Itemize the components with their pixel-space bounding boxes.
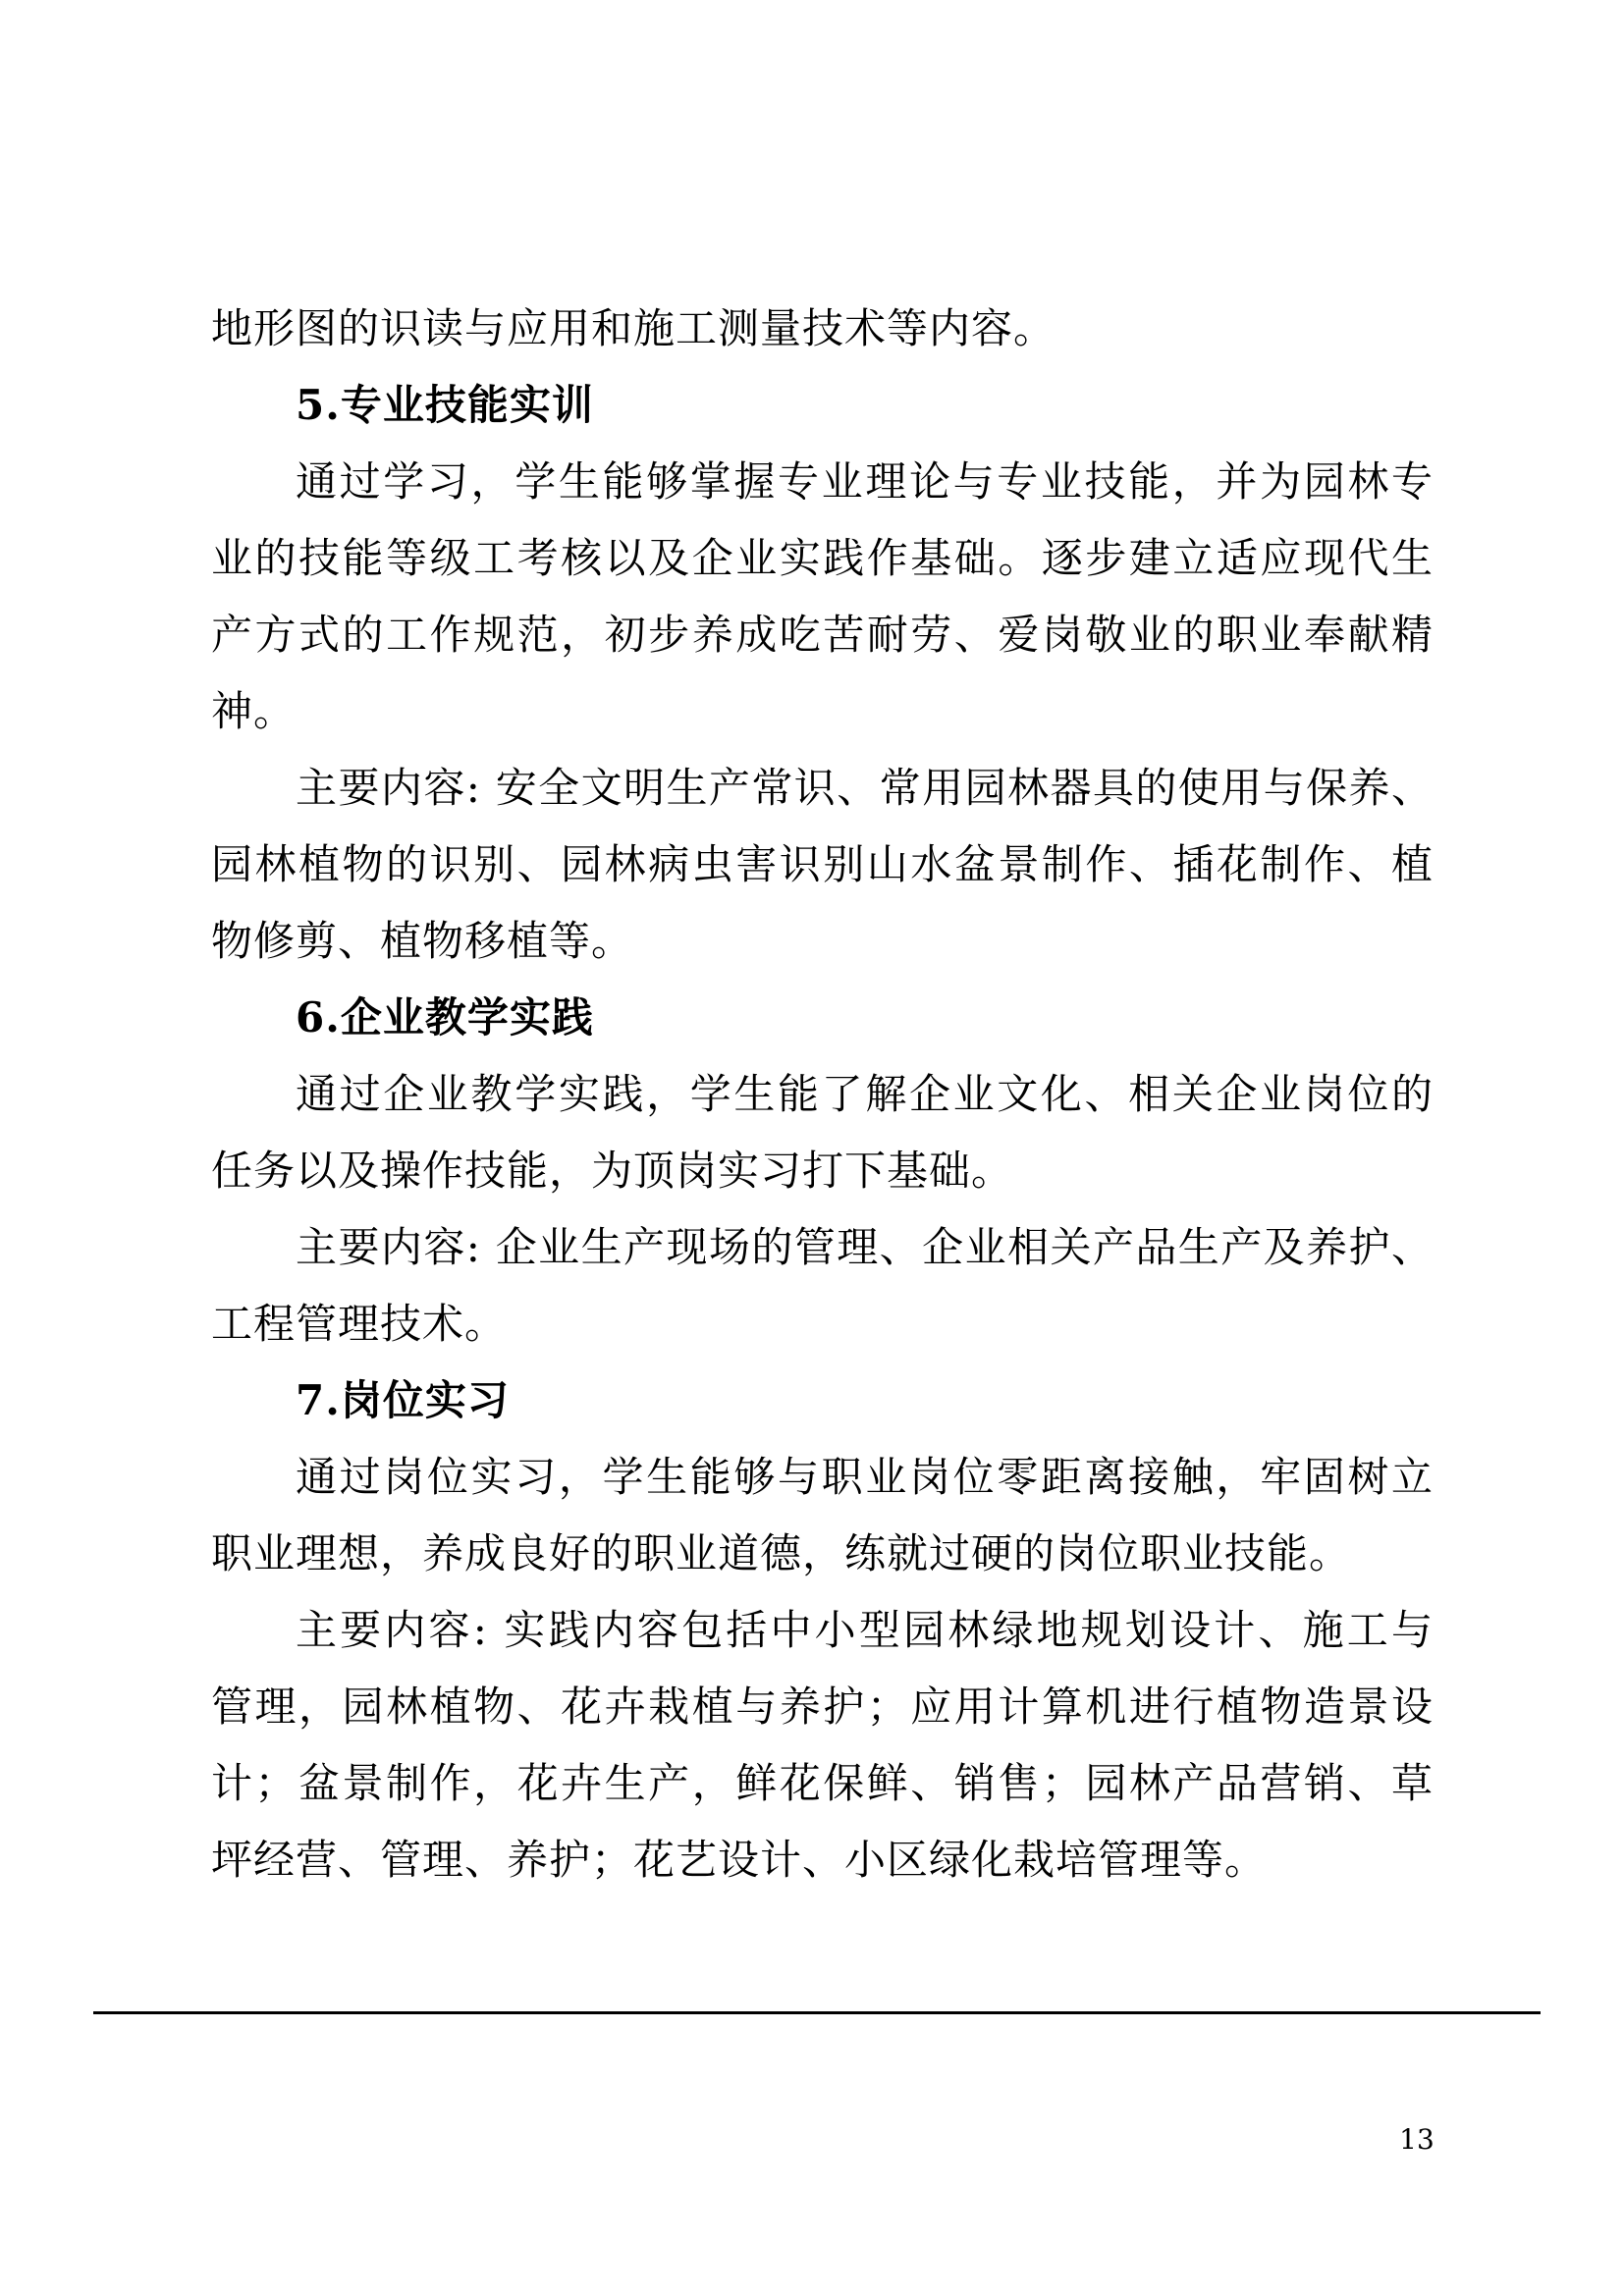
text-line: 通过岗位实习，学生能够与职业岗位零距离接触，牢固树立 [296, 1453, 1434, 1501]
text-line: 通过学习，学生能够掌握专业理论与专业技能，并为园林专 [296, 457, 1434, 506]
text-block [211, 291, 1434, 1898]
text-line: 通过企业教学实践，学生能了解企业文化、相关企业岗位的 [296, 1070, 1434, 1118]
text-line: 产方式的工作规范，初步养成吃苦耐劳、爱岗敬业的职业奉献精 [211, 611, 1434, 659]
section-heading-7: 7.岗位实习 [296, 1376, 510, 1424]
text-line: 职业理想，养成良好的职业道德，练就过硬的岗位职业技能。 [211, 1529, 1352, 1577]
text-line: 业的技能等级工考核以及企业实践作基础。逐步建立适应现代生 [211, 534, 1434, 582]
footer-divider [93, 2011, 1541, 2014]
text-line: 工程管理技术。 [211, 1300, 508, 1348]
section-heading-6: 6.企业教学实践 [296, 993, 594, 1041]
text-line: 主要内容: 实践内容包括中小型园林绿地规划设计、施工与 [296, 1606, 1434, 1654]
text-line: 地形图的识读与应用和施工测量技术等内容。 [211, 304, 1056, 352]
text-line: 计；盆景制作，花卉生产，鲜花保鲜、销售；园林产品营销、草 [211, 1759, 1434, 1807]
page-number: 13 [1399, 2123, 1435, 2156]
text-line: 物修剪、植物移植等。 [211, 917, 634, 965]
text-line: 园林植物的识别、园林病虫害识别山水盆景制作、插花制作、植 [211, 840, 1434, 888]
text-line: 管理，园林植物、花卉栽植与养护；应用计算机进行植物造景设 [211, 1682, 1434, 1731]
text-line: 坪经营、管理、养护；花艺设计、小区绿化栽培管理等。 [211, 1836, 1268, 1884]
section-heading-5: 5.专业技能实训 [296, 381, 594, 429]
text-line: 主要内容: 安全文明生产常识、常用园林器具的使用与保养、 [296, 764, 1434, 812]
text-line: 主要内容: 企业生产现场的管理、企业相关产品生产及养护、 [296, 1223, 1434, 1271]
text-line: 神。 [211, 687, 297, 735]
text-line: 任务以及操作技能，为顶岗实习打下基础。 [211, 1147, 1014, 1195]
